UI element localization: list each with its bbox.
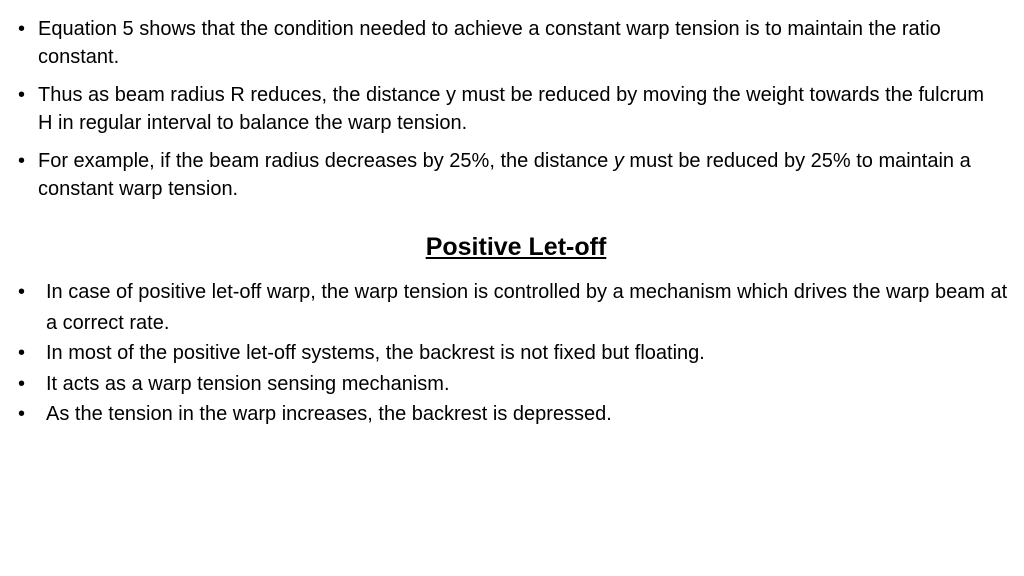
bullet-marker: • [18,342,26,364]
bullet-marker: • [18,403,26,425]
bullet-marker: • [18,372,26,395]
section-heading: Positive Let-off [425,233,607,261]
list-item [18,15,1003,71]
bullet-text: In most of the positive let-off systems, the backrest is not fixed but floating. [46,342,705,364]
bullet-text: Thus as beam radius R reduces, the distance y must be reduced by moving the weight towards the fulcrum H in regular interval to balance the warp tension. [38,84,985,134]
section-bullet-list [18,277,1008,430]
bullet-text: As the tension in the warp increases, the backrest is depressed. [46,403,612,425]
list-item [18,399,1008,430]
bullet-text: In case of positive let-off warp, the warp tension is controlled by a mechanism which drives the warp beam at a correct rate. [46,281,1008,334]
list-item [18,338,1008,369]
list-item [18,277,1008,338]
bullet-text: It acts as a warp tension sensing mechanism. [46,372,450,395]
bullet-marker: • [18,84,26,106]
bullet-marker: • [18,150,26,172]
intro-bullet-list [18,15,1003,213]
list-item [18,147,1003,203]
bullet-text-part: must be reduced by 25% to maintain a constant warp tension. [38,150,971,200]
bullet-marker: • [18,18,26,40]
emphasized-variable: y [613,150,624,172]
list-item [18,81,1003,137]
list-item [18,369,1008,400]
bullet-marker: • [18,281,26,303]
bullet-text-part: For example, if the beam radius decreases by 25%, the distance [38,150,614,172]
bullet-text: Equation 5 shows that the condition needed to achieve a constant warp tension is to maintain the ratio constant. [38,18,941,68]
